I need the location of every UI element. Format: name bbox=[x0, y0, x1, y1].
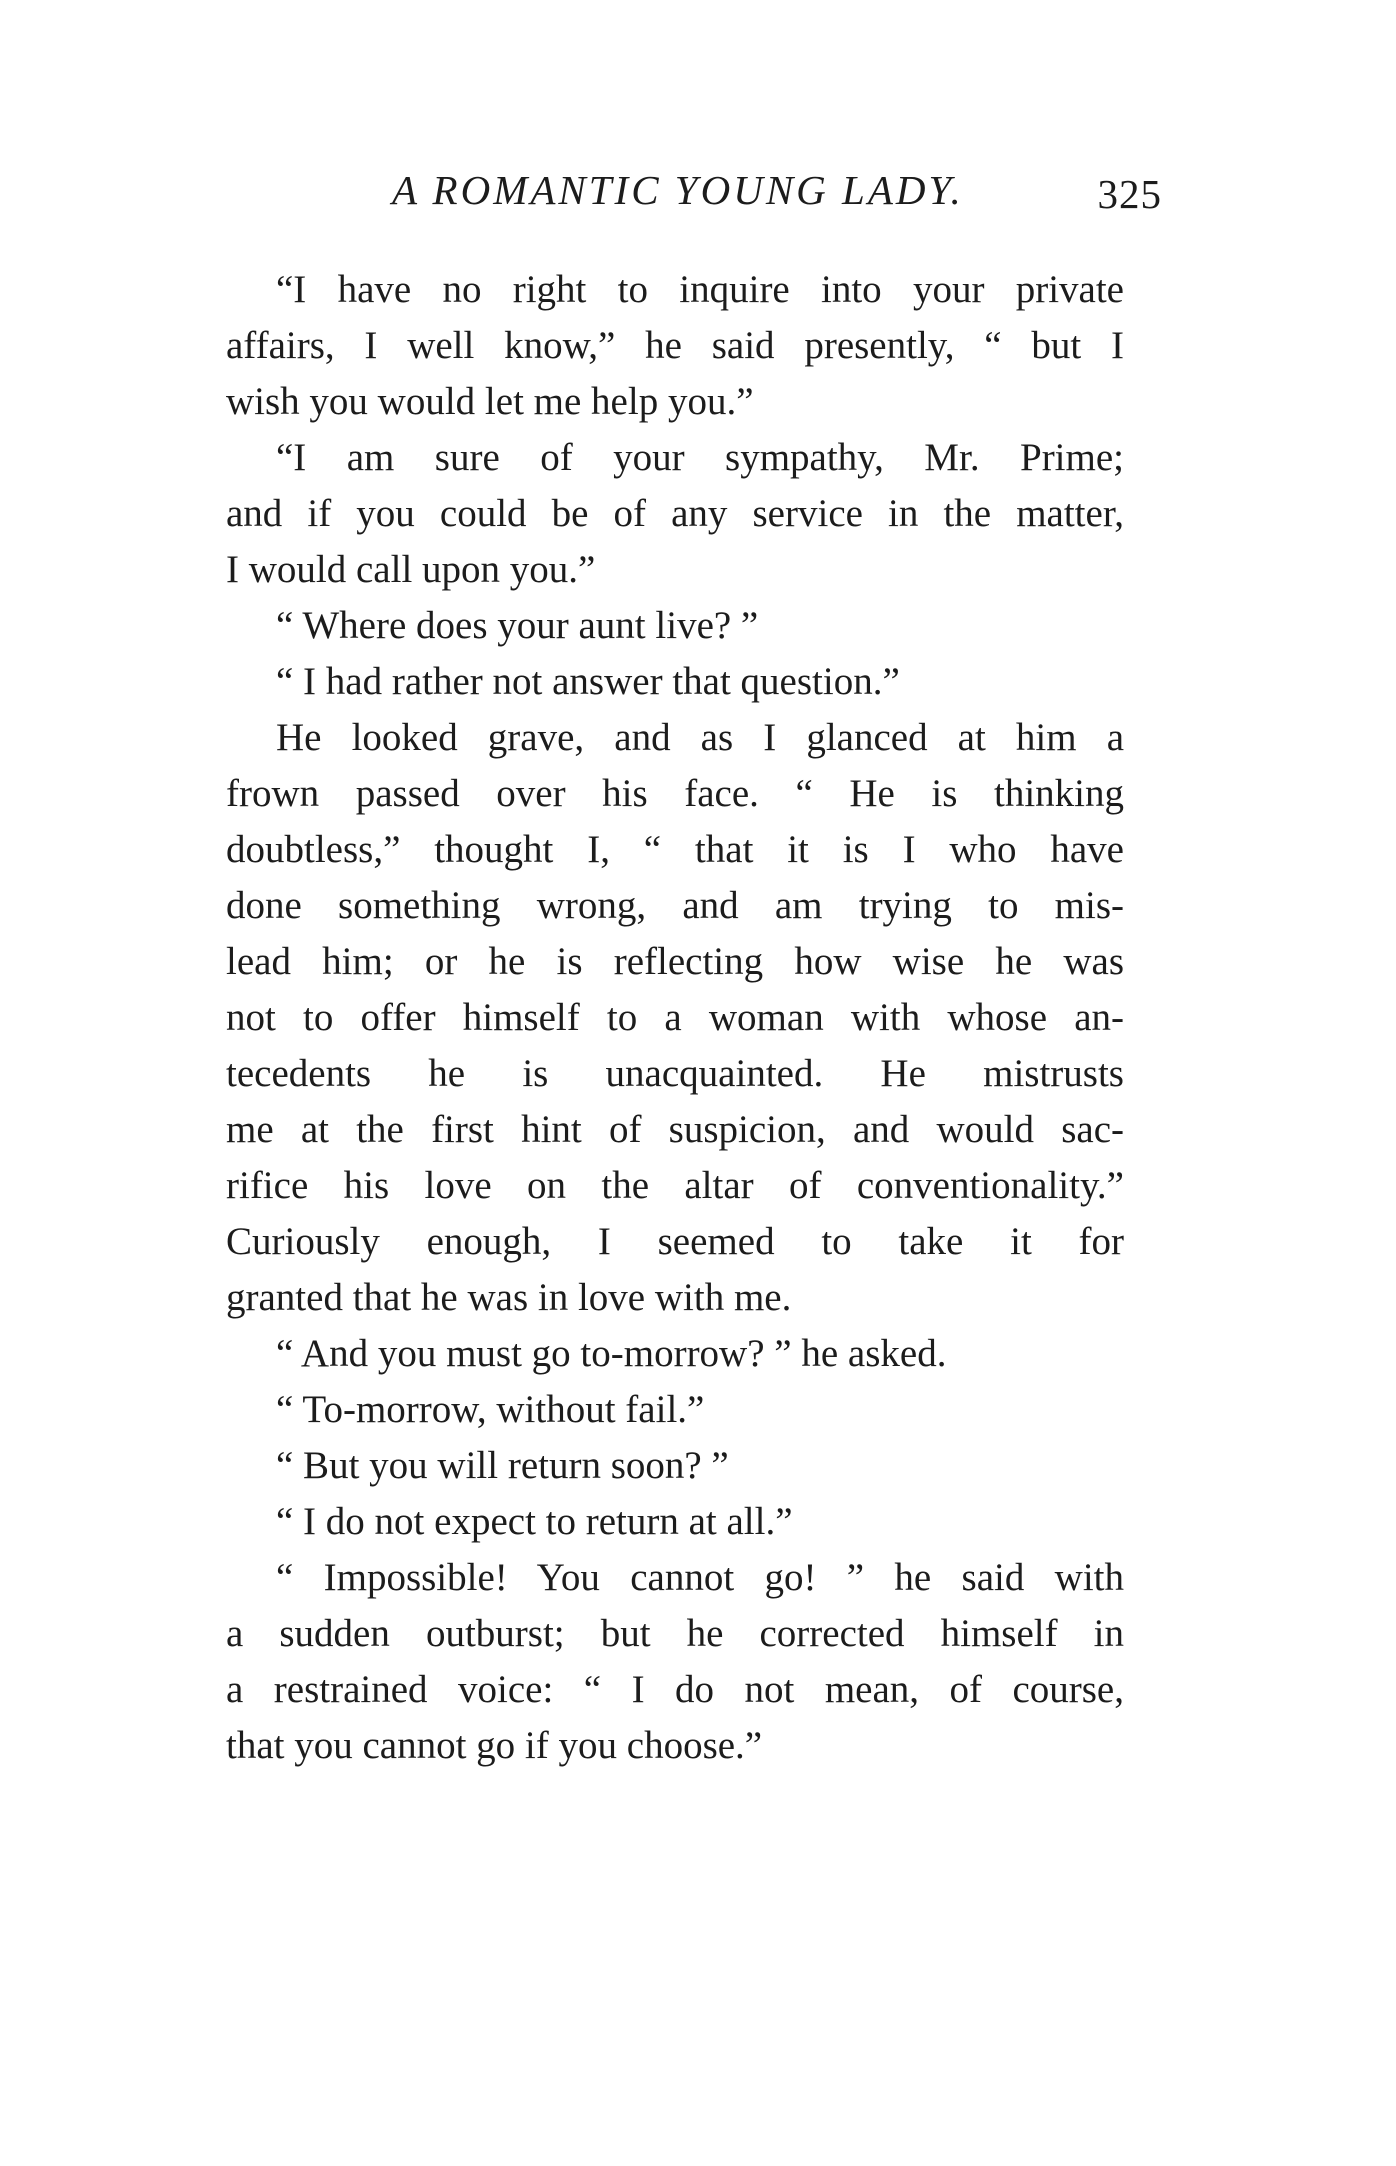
text-line: “ To-morrow, without fail.” bbox=[276, 1388, 705, 1431]
text-line: “ I had rather not answer that question.” bbox=[276, 660, 900, 703]
text-line: tecedents he is unacquainted. He mistrusts bbox=[226, 1052, 1124, 1095]
text-line: I would call upon you.” bbox=[226, 548, 596, 591]
page-number: 325 bbox=[1097, 171, 1162, 217]
text-line: granted that he was in love with me. bbox=[226, 1276, 792, 1319]
text-line: “ And you must go to-morrow? ” he asked. bbox=[276, 1332, 947, 1375]
text-line: frown passed over his face. “ He is thinking bbox=[226, 772, 1124, 815]
text-line: “I have no right to inquire into your private bbox=[276, 268, 1124, 311]
text-line: rifice his love on the altar of conventionality.” bbox=[226, 1164, 1124, 1207]
text-line: “ Where does your aunt live? ” bbox=[276, 604, 759, 647]
text-line: “I am sure of your sympathy, Mr. Prime; bbox=[276, 436, 1124, 479]
text-line: wish you would let me help you.” bbox=[226, 380, 754, 423]
text-line: a sudden outburst; but he corrected himself in bbox=[226, 1612, 1124, 1655]
text-line: “ But you will return soon? ” bbox=[276, 1444, 729, 1487]
body-text bbox=[226, 262, 1124, 1774]
running-title: A ROMANTIC YOUNG LADY. bbox=[392, 167, 964, 213]
text-line: a restrained voice: “ I do not mean, of course, bbox=[226, 1668, 1124, 1711]
text-line: doubtless,” thought I, “ that it is I who have bbox=[226, 828, 1124, 871]
page-header bbox=[392, 166, 1162, 226]
text-line: He looked grave, and as I glanced at him a bbox=[276, 716, 1124, 759]
text-line: me at the first hint of suspicion, and would sac- bbox=[226, 1108, 1124, 1151]
text-line: lead him; or he is reflecting how wise he was bbox=[226, 940, 1124, 983]
text-line: and if you could be of any service in the matter, bbox=[226, 492, 1124, 535]
text-line: “ I do not expect to return at all.” bbox=[276, 1500, 793, 1543]
text-line: affairs, I well know,” he said presently, “ but I bbox=[226, 324, 1124, 367]
text-line: done something wrong, and am trying to mis- bbox=[226, 884, 1124, 927]
text-line: “ Impossible! You cannot go! ” he said with bbox=[276, 1556, 1124, 1599]
text-line: that you cannot go if you choose.” bbox=[226, 1724, 763, 1767]
text-line: not to offer himself to a woman with whose an- bbox=[226, 996, 1124, 1039]
text-line: Curiously enough, I seemed to take it for bbox=[226, 1220, 1124, 1263]
